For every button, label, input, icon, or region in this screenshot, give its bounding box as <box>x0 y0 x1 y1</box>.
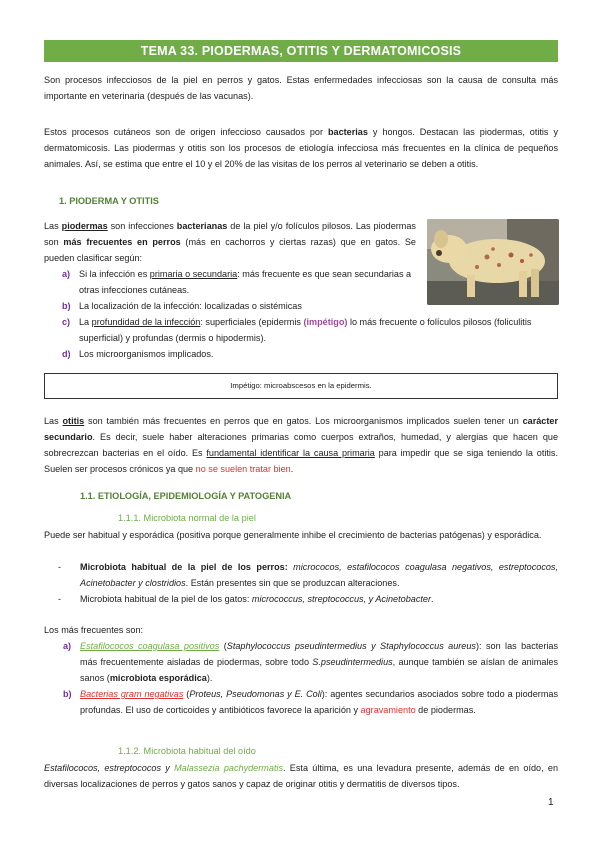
text-italic: S.pseudintermedius <box>312 657 393 667</box>
subsection-heading-microbiota-piel: 1.1.1. Microbiota normal de la piel <box>118 513 256 523</box>
text: para impedir que se siga teniendo la otitis. Suelen ser procesos crónicos ya que <box>44 448 558 474</box>
pioderma-intro <box>44 218 416 266</box>
text: Las <box>44 221 62 231</box>
text-red: agravamiento <box>360 705 416 715</box>
text: Los microorganismos implicados. <box>79 349 214 359</box>
intro-paragraph-2 <box>44 124 558 172</box>
text-green-italic: Malassezia pachydermatis <box>174 763 283 773</box>
text-bold: otitis <box>62 416 85 426</box>
text: : más frecuente es que sean secundarias a otras infecciones cutáneas. <box>79 269 412 295</box>
text: ( <box>183 689 190 699</box>
list-item <box>63 638 559 686</box>
text-red: no se suelen tratar bien <box>195 464 291 474</box>
text-italic: micrococos, estafilococos coagulasa negativos, estreptococos, Acinetobacter y clostridios <box>80 562 558 588</box>
page-number: 1 <box>548 797 554 808</box>
list-marker: d) <box>62 349 71 359</box>
oido-paragraph <box>44 760 558 792</box>
section-heading-etiologia: 1.1. ETIOLOGÍA, EPIDEMIOLOGÍA Y PATOGENIA <box>80 491 292 501</box>
text-italic: micrococcus, streptococcus, y Acinetobacter <box>251 594 431 604</box>
intro-paragraph-1: Son procesos infecciosos de la piel en perros y gatos. Estas enfermedades infecciosas son la causa de consulta más importante en veterinaria (después de las vacunas). <box>44 75 558 101</box>
list-item <box>58 591 558 607</box>
text: de la piel y/o folículos pilosos. Las piodermas son <box>44 221 416 247</box>
text: . <box>430 594 434 604</box>
list-marker: b) <box>62 301 71 311</box>
text-bold: Microbiota habitual de la piel de los perros: <box>80 562 294 572</box>
dash-marker: - <box>58 562 62 572</box>
text-bold: carácter secundario <box>44 416 558 442</box>
list-marker: a) <box>62 269 71 279</box>
text: : superficiales (epidermis <box>200 317 304 327</box>
list-marker: a) <box>63 641 72 651</box>
text-underlined: fundamental identificar la causa primaria <box>206 448 375 458</box>
text: ): son las bacterias más frecuentemente aisladas de piodermas, sobre todo <box>80 641 559 667</box>
text: Si la infección es <box>79 269 150 279</box>
text-bold: más frecuentes en perros <box>63 237 181 247</box>
list-marker: c) <box>62 317 71 327</box>
text: Estos procesos cutáneos son de origen infeccioso causados por <box>44 127 328 137</box>
text: son infecciones <box>107 221 177 231</box>
text-italic: Proteus, Pseudomonas y E. Coli <box>189 689 322 699</box>
frequent-bacteria-list <box>63 638 559 718</box>
microbiota-dash-list <box>58 559 558 607</box>
subsection-heading-microbiota-oido: 1.1.2. Microbiota habitual del oído <box>118 746 256 756</box>
list-item <box>62 266 419 298</box>
list-item <box>62 298 558 314</box>
page-title: TEMA 33. PIODERMAS, OTITIS Y DERMATOMICOSIS <box>44 40 558 62</box>
dash-marker: - <box>58 594 62 604</box>
text-bold: piodermas <box>61 221 108 231</box>
classification-list <box>62 266 558 362</box>
list-item <box>62 314 558 346</box>
text: . <box>290 464 294 474</box>
otitis-paragraph <box>44 413 558 477</box>
text-underlined: profundidad de la infección <box>91 317 201 327</box>
text: . Es decir, suele haber alteraciones primarias como cuerpos extraños, humedad, y alergias que hacen que sobrecrezcan bacterias en el oído. Es <box>44 432 558 458</box>
list-item <box>62 346 558 362</box>
microbiota-paragraph: Puede ser habitual y esporádica (positiva porque generalmente inhibe el crecimiento de bacterias patógenas) y esporádica. <box>44 530 542 540</box>
text: de piodermas. <box>415 705 476 715</box>
text-bold: bacterias <box>327 127 368 137</box>
text: y hongos. Destacan las piodermas, otitis y dermatomicosis. Las piodermas y otitis son los procesos de etiología infecciosa más frecuentes en la clínica de pequeños animales. Así, se estima que entre el 10 y el 20% de las visitas de los perros al veterinario se deben a otitis. <box>44 127 558 169</box>
list-marker: b) <box>63 689 72 699</box>
list-item <box>58 559 558 591</box>
text: son también más frecuentes en perros que en gatos. Los microorganismos implicados suelen tener un <box>84 416 523 426</box>
text: La <box>79 317 92 327</box>
text: La localización de la infección: localizadas o sistémicas <box>79 301 302 311</box>
text: ): agentes secundarios asociados sobre todo a piodermas profundas. El uso de corticoides y antibióticos favorece la aparición y <box>80 689 559 715</box>
text-bold: microbiota esporádica <box>109 673 207 683</box>
list-item <box>63 686 559 718</box>
mas-frecuentes-label: Los más frecuentes son: <box>44 625 144 635</box>
text: (más en cachorros y ciertas razas) que en gatos. Se pueden clasificar según: <box>44 237 416 263</box>
text: lo más frecuente o folículos pilosos (foliculitis superficial) y profundas (dermis o hipodermis). <box>79 317 532 343</box>
text-underlined: primaria o secundaria <box>149 269 238 279</box>
text: , aunque también se aíslan de animales sanos ( <box>80 657 558 683</box>
text: . Están presentes sin que se produzcan alteraciones. <box>185 578 400 588</box>
text: Las <box>44 416 63 426</box>
text: Microbiota habitual de la piel de los gatos: <box>80 594 252 604</box>
text: ). <box>206 673 213 683</box>
text-bold: bacterianas <box>176 221 228 231</box>
text-italic: Staphylococcus pseudintermedius y Staphylococcus aureus <box>226 641 476 651</box>
text: ( <box>219 641 227 651</box>
impetigo-note-box: Impétigo: microabscesos en la epidermis. <box>44 373 558 399</box>
text: . Esta última, es una levadura presente, además de en oído, en diversas localizaciones de perros y gatos sanos y capaz de originar otitis y dermatitis de diversos tipos. <box>44 763 559 789</box>
text-green-underlined: Estafilococos coagulasa positivos <box>80 641 220 651</box>
text-highlight: (impétigo) <box>303 317 348 327</box>
section-heading-pioderma-otitis: 1. PIODERMA Y OTITIS <box>59 196 159 206</box>
text-red-underlined: Bacterias gram negativas <box>80 689 184 699</box>
text-italic: Estafilococos, estreptococos y <box>44 763 175 773</box>
